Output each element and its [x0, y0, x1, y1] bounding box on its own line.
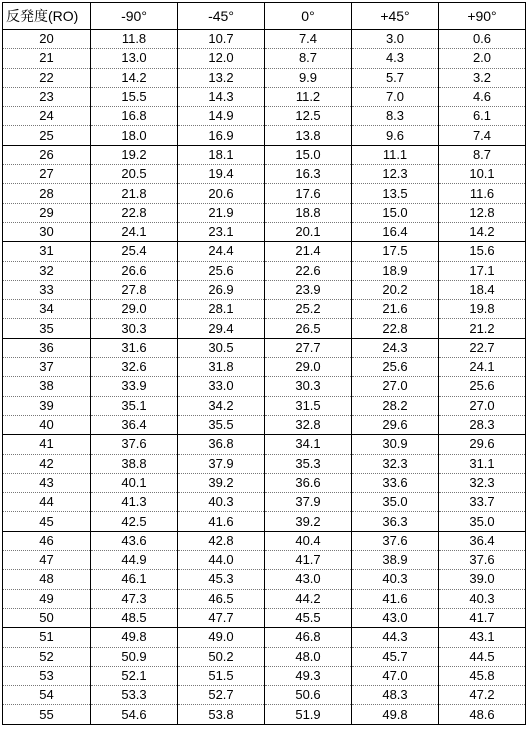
cell-angle-plus-45: 11.1 — [352, 145, 439, 164]
table-row — [3, 415, 526, 434]
cell-angle-plus-45: 40.3 — [352, 570, 439, 589]
table-row — [3, 608, 526, 627]
cell-angle-minus-45: 23.1 — [178, 222, 265, 241]
table-row — [3, 396, 526, 415]
cell-angle-0: 48.0 — [265, 647, 352, 666]
cell-angle-minus-90: 14.2 — [91, 68, 178, 87]
cell-angle-0: 37.9 — [265, 493, 352, 512]
cell-angle-minus-90: 42.5 — [91, 512, 178, 531]
cell-angle-plus-45: 20.2 — [352, 280, 439, 299]
table-row — [3, 647, 526, 666]
cell-angle-minus-45: 40.3 — [178, 493, 265, 512]
cell-rebound-value: 33 — [3, 280, 91, 299]
cell-angle-0: 18.8 — [265, 203, 352, 222]
cell-rebound-value: 41 — [3, 435, 91, 454]
cell-angle-0: 9.9 — [265, 68, 352, 87]
cell-angle-minus-90: 52.1 — [91, 666, 178, 685]
table-row — [3, 30, 526, 49]
cell-rebound-value: 25 — [3, 126, 91, 145]
cell-rebound-value: 35 — [3, 319, 91, 338]
cell-angle-minus-90: 21.8 — [91, 184, 178, 203]
cell-angle-0: 20.1 — [265, 222, 352, 241]
table-row — [3, 551, 526, 570]
cell-angle-plus-90: 29.6 — [439, 435, 526, 454]
cell-angle-plus-45: 43.0 — [352, 608, 439, 627]
cell-rebound-value: 49 — [3, 589, 91, 608]
cell-angle-plus-45: 47.0 — [352, 666, 439, 685]
cell-angle-minus-45: 44.0 — [178, 551, 265, 570]
cell-angle-plus-45: 49.8 — [352, 705, 439, 724]
table-row — [3, 222, 526, 241]
cell-angle-minus-45: 29.4 — [178, 319, 265, 338]
cell-angle-plus-90: 33.7 — [439, 493, 526, 512]
cell-angle-minus-45: 30.5 — [178, 338, 265, 357]
cell-angle-plus-45: 36.3 — [352, 512, 439, 531]
header-rebound-value: 反発度(RO) — [3, 3, 91, 30]
cell-rebound-value: 24 — [3, 107, 91, 126]
cell-angle-plus-45: 44.3 — [352, 628, 439, 647]
cell-rebound-value: 53 — [3, 666, 91, 685]
cell-angle-plus-90: 39.0 — [439, 570, 526, 589]
cell-angle-minus-45: 53.8 — [178, 705, 265, 724]
cell-angle-plus-90: 17.1 — [439, 261, 526, 280]
cell-angle-minus-90: 20.5 — [91, 165, 178, 184]
header-row — [3, 3, 526, 30]
cell-angle-0: 7.4 — [265, 30, 352, 49]
cell-angle-plus-45: 13.5 — [352, 184, 439, 203]
cell-angle-minus-90: 53.3 — [91, 686, 178, 705]
cell-angle-0: 34.1 — [265, 435, 352, 454]
cell-angle-minus-90: 25.4 — [91, 242, 178, 261]
table-row — [3, 628, 526, 647]
cell-angle-minus-45: 19.4 — [178, 165, 265, 184]
cell-angle-plus-45: 8.3 — [352, 107, 439, 126]
table-row — [3, 126, 526, 145]
cell-angle-plus-45: 4.3 — [352, 49, 439, 68]
cell-angle-plus-45: 28.2 — [352, 396, 439, 415]
cell-angle-minus-90: 24.1 — [91, 222, 178, 241]
cell-angle-minus-45: 12.0 — [178, 49, 265, 68]
cell-angle-plus-90: 24.1 — [439, 358, 526, 377]
cell-angle-minus-45: 18.1 — [178, 145, 265, 164]
table-row — [3, 512, 526, 531]
cell-angle-minus-90: 50.9 — [91, 647, 178, 666]
cell-angle-minus-45: 47.7 — [178, 608, 265, 627]
table-row — [3, 705, 526, 724]
table-row — [3, 589, 526, 608]
cell-angle-0: 40.4 — [265, 531, 352, 550]
cell-angle-minus-45: 42.8 — [178, 531, 265, 550]
cell-rebound-value: 44 — [3, 493, 91, 512]
cell-angle-plus-90: 0.6 — [439, 30, 526, 49]
table-row — [3, 280, 526, 299]
cell-angle-minus-90: 41.3 — [91, 493, 178, 512]
cell-angle-0: 21.4 — [265, 242, 352, 261]
cell-angle-plus-45: 22.8 — [352, 319, 439, 338]
cell-angle-plus-45: 27.0 — [352, 377, 439, 396]
table-header — [3, 3, 526, 30]
cell-angle-minus-90: 37.6 — [91, 435, 178, 454]
cell-angle-minus-45: 51.5 — [178, 666, 265, 685]
cell-angle-plus-90: 25.6 — [439, 377, 526, 396]
cell-angle-plus-45: 35.0 — [352, 493, 439, 512]
cell-angle-plus-90: 48.6 — [439, 705, 526, 724]
table-row — [3, 435, 526, 454]
cell-angle-0: 26.5 — [265, 319, 352, 338]
cell-angle-minus-90: 30.3 — [91, 319, 178, 338]
cell-angle-0: 31.5 — [265, 396, 352, 415]
cell-angle-plus-90: 21.2 — [439, 319, 526, 338]
cell-angle-plus-90: 27.0 — [439, 396, 526, 415]
cell-angle-0: 13.8 — [265, 126, 352, 145]
cell-angle-minus-45: 33.0 — [178, 377, 265, 396]
cell-angle-minus-45: 28.1 — [178, 300, 265, 319]
cell-angle-minus-45: 45.3 — [178, 570, 265, 589]
header-angle-plus-90: +90° — [439, 3, 526, 30]
table-row — [3, 261, 526, 280]
cell-angle-minus-45: 37.9 — [178, 454, 265, 473]
cell-rebound-value: 36 — [3, 338, 91, 357]
cell-angle-minus-45: 25.6 — [178, 261, 265, 280]
cell-angle-plus-90: 11.6 — [439, 184, 526, 203]
table-row — [3, 686, 526, 705]
cell-rebound-value: 32 — [3, 261, 91, 280]
cell-angle-plus-90: 19.8 — [439, 300, 526, 319]
cell-angle-0: 43.0 — [265, 570, 352, 589]
cell-angle-minus-45: 49.0 — [178, 628, 265, 647]
cell-angle-plus-45: 41.6 — [352, 589, 439, 608]
cell-rebound-value: 20 — [3, 30, 91, 49]
cell-angle-minus-45: 52.7 — [178, 686, 265, 705]
cell-angle-minus-45: 13.2 — [178, 68, 265, 87]
table-row — [3, 377, 526, 396]
cell-rebound-value: 43 — [3, 473, 91, 492]
table-row — [3, 570, 526, 589]
cell-angle-plus-45: 48.3 — [352, 686, 439, 705]
cell-angle-plus-90: 40.3 — [439, 589, 526, 608]
cell-angle-0: 41.7 — [265, 551, 352, 570]
cell-angle-plus-45: 17.5 — [352, 242, 439, 261]
cell-angle-plus-90: 7.4 — [439, 126, 526, 145]
cell-rebound-value: 55 — [3, 705, 91, 724]
cell-angle-plus-90: 14.2 — [439, 222, 526, 241]
cell-rebound-value: 21 — [3, 49, 91, 68]
cell-angle-plus-45: 18.9 — [352, 261, 439, 280]
cell-angle-plus-45: 45.7 — [352, 647, 439, 666]
table-row — [3, 184, 526, 203]
cell-angle-minus-90: 49.8 — [91, 628, 178, 647]
cell-angle-plus-90: 45.8 — [439, 666, 526, 685]
cell-angle-plus-45: 16.4 — [352, 222, 439, 241]
cell-angle-0: 17.6 — [265, 184, 352, 203]
cell-angle-plus-90: 15.6 — [439, 242, 526, 261]
cell-angle-minus-45: 14.9 — [178, 107, 265, 126]
cell-angle-plus-45: 5.7 — [352, 68, 439, 87]
cell-angle-minus-90: 38.8 — [91, 454, 178, 473]
cell-angle-0: 29.0 — [265, 358, 352, 377]
cell-angle-plus-45: 21.6 — [352, 300, 439, 319]
table-row — [3, 666, 526, 685]
cell-angle-plus-45: 15.0 — [352, 203, 439, 222]
table-row — [3, 203, 526, 222]
cell-angle-plus-90: 4.6 — [439, 87, 526, 106]
cell-rebound-value: 51 — [3, 628, 91, 647]
table-row — [3, 319, 526, 338]
cell-angle-minus-90: 44.9 — [91, 551, 178, 570]
cell-angle-plus-45: 9.6 — [352, 126, 439, 145]
cell-angle-minus-45: 21.9 — [178, 203, 265, 222]
cell-angle-0: 25.2 — [265, 300, 352, 319]
cell-angle-plus-90: 43.1 — [439, 628, 526, 647]
cell-angle-minus-90: 48.5 — [91, 608, 178, 627]
cell-rebound-value: 42 — [3, 454, 91, 473]
cell-angle-0: 32.8 — [265, 415, 352, 434]
cell-angle-minus-90: 40.1 — [91, 473, 178, 492]
cell-angle-minus-45: 26.9 — [178, 280, 265, 299]
cell-angle-minus-45: 34.2 — [178, 396, 265, 415]
cell-angle-0: 46.8 — [265, 628, 352, 647]
cell-rebound-value: 34 — [3, 300, 91, 319]
cell-angle-plus-90: 41.7 — [439, 608, 526, 627]
cell-angle-minus-90: 29.0 — [91, 300, 178, 319]
table-row — [3, 49, 526, 68]
rebound-conversion-table — [2, 2, 526, 725]
cell-angle-plus-45: 37.6 — [352, 531, 439, 550]
cell-angle-0: 30.3 — [265, 377, 352, 396]
cell-rebound-value: 26 — [3, 145, 91, 164]
rebound-conversion-table-container — [2, 2, 525, 725]
cell-rebound-value: 39 — [3, 396, 91, 415]
table-row — [3, 338, 526, 357]
table-row — [3, 242, 526, 261]
cell-rebound-value: 31 — [3, 242, 91, 261]
cell-rebound-value: 47 — [3, 551, 91, 570]
cell-angle-0: 49.3 — [265, 666, 352, 685]
cell-angle-plus-90: 31.1 — [439, 454, 526, 473]
cell-rebound-value: 38 — [3, 377, 91, 396]
table-row — [3, 165, 526, 184]
cell-angle-plus-90: 28.3 — [439, 415, 526, 434]
cell-angle-plus-90: 22.7 — [439, 338, 526, 357]
cell-rebound-value: 52 — [3, 647, 91, 666]
cell-angle-minus-90: 47.3 — [91, 589, 178, 608]
cell-angle-minus-90: 46.1 — [91, 570, 178, 589]
cell-angle-0: 11.2 — [265, 87, 352, 106]
header-angle-minus-90: -90° — [91, 3, 178, 30]
cell-rebound-value: 50 — [3, 608, 91, 627]
cell-angle-minus-45: 39.2 — [178, 473, 265, 492]
cell-angle-plus-90: 3.2 — [439, 68, 526, 87]
cell-angle-plus-90: 2.0 — [439, 49, 526, 68]
cell-angle-minus-90: 31.6 — [91, 338, 178, 357]
cell-angle-minus-90: 16.8 — [91, 107, 178, 126]
header-angle-0: 0° — [265, 3, 352, 30]
cell-angle-plus-45: 32.3 — [352, 454, 439, 473]
cell-angle-0: 35.3 — [265, 454, 352, 473]
cell-rebound-value: 28 — [3, 184, 91, 203]
cell-angle-0: 36.6 — [265, 473, 352, 492]
cell-angle-minus-45: 41.6 — [178, 512, 265, 531]
cell-angle-minus-90: 11.8 — [91, 30, 178, 49]
cell-angle-minus-90: 15.5 — [91, 87, 178, 106]
cell-angle-plus-45: 29.6 — [352, 415, 439, 434]
cell-angle-0: 16.3 — [265, 165, 352, 184]
cell-angle-plus-90: 47.2 — [439, 686, 526, 705]
cell-angle-minus-45: 24.4 — [178, 242, 265, 261]
cell-angle-plus-90: 32.3 — [439, 473, 526, 492]
cell-angle-minus-90: 36.4 — [91, 415, 178, 434]
cell-angle-plus-90: 36.4 — [439, 531, 526, 550]
cell-angle-plus-90: 35.0 — [439, 512, 526, 531]
cell-angle-minus-45: 20.6 — [178, 184, 265, 203]
table-row — [3, 358, 526, 377]
table-body — [3, 30, 526, 725]
cell-angle-plus-45: 7.0 — [352, 87, 439, 106]
cell-angle-minus-90: 18.0 — [91, 126, 178, 145]
cell-rebound-value: 30 — [3, 222, 91, 241]
cell-angle-plus-90: 8.7 — [439, 145, 526, 164]
cell-angle-0: 50.6 — [265, 686, 352, 705]
cell-rebound-value: 46 — [3, 531, 91, 550]
cell-angle-minus-45: 35.5 — [178, 415, 265, 434]
cell-angle-plus-90: 37.6 — [439, 551, 526, 570]
cell-angle-minus-90: 33.9 — [91, 377, 178, 396]
cell-angle-minus-45: 31.8 — [178, 358, 265, 377]
cell-angle-plus-90: 18.4 — [439, 280, 526, 299]
table-row — [3, 531, 526, 550]
cell-rebound-value: 48 — [3, 570, 91, 589]
cell-rebound-value: 27 — [3, 165, 91, 184]
cell-angle-minus-45: 16.9 — [178, 126, 265, 145]
table-row — [3, 68, 526, 87]
table-row — [3, 107, 526, 126]
cell-angle-0: 12.5 — [265, 107, 352, 126]
cell-angle-plus-45: 30.9 — [352, 435, 439, 454]
cell-angle-plus-45: 12.3 — [352, 165, 439, 184]
cell-angle-0: 15.0 — [265, 145, 352, 164]
cell-angle-minus-90: 32.6 — [91, 358, 178, 377]
table-row — [3, 473, 526, 492]
cell-angle-0: 22.6 — [265, 261, 352, 280]
cell-angle-0: 44.2 — [265, 589, 352, 608]
cell-angle-0: 51.9 — [265, 705, 352, 724]
cell-angle-0: 23.9 — [265, 280, 352, 299]
header-angle-minus-45: -45° — [178, 3, 265, 30]
cell-rebound-value: 22 — [3, 68, 91, 87]
cell-angle-minus-90: 27.8 — [91, 280, 178, 299]
cell-angle-plus-45: 24.3 — [352, 338, 439, 357]
cell-rebound-value: 37 — [3, 358, 91, 377]
cell-rebound-value: 54 — [3, 686, 91, 705]
cell-angle-minus-45: 46.5 — [178, 589, 265, 608]
cell-angle-plus-45: 3.0 — [352, 30, 439, 49]
cell-angle-minus-90: 13.0 — [91, 49, 178, 68]
cell-angle-0: 45.5 — [265, 608, 352, 627]
cell-angle-minus-45: 14.3 — [178, 87, 265, 106]
cell-angle-minus-90: 54.6 — [91, 705, 178, 724]
cell-angle-plus-45: 25.6 — [352, 358, 439, 377]
cell-angle-minus-45: 10.7 — [178, 30, 265, 49]
cell-angle-minus-90: 43.6 — [91, 531, 178, 550]
table-row — [3, 87, 526, 106]
cell-angle-minus-90: 26.6 — [91, 261, 178, 280]
table-row — [3, 300, 526, 319]
cell-angle-plus-90: 44.5 — [439, 647, 526, 666]
cell-angle-minus-90: 35.1 — [91, 396, 178, 415]
cell-angle-minus-90: 22.8 — [91, 203, 178, 222]
cell-rebound-value: 40 — [3, 415, 91, 434]
table-row — [3, 454, 526, 473]
cell-angle-plus-45: 33.6 — [352, 473, 439, 492]
cell-angle-minus-90: 19.2 — [91, 145, 178, 164]
cell-angle-plus-90: 10.1 — [439, 165, 526, 184]
cell-angle-minus-45: 50.2 — [178, 647, 265, 666]
table-row — [3, 145, 526, 164]
table-row — [3, 493, 526, 512]
cell-angle-0: 27.7 — [265, 338, 352, 357]
cell-rebound-value: 23 — [3, 87, 91, 106]
cell-angle-0: 39.2 — [265, 512, 352, 531]
cell-angle-minus-45: 36.8 — [178, 435, 265, 454]
cell-angle-plus-90: 12.8 — [439, 203, 526, 222]
cell-angle-plus-90: 6.1 — [439, 107, 526, 126]
cell-rebound-value: 29 — [3, 203, 91, 222]
cell-angle-plus-45: 38.9 — [352, 551, 439, 570]
cell-angle-0: 8.7 — [265, 49, 352, 68]
header-angle-plus-45: +45° — [352, 3, 439, 30]
cell-rebound-value: 45 — [3, 512, 91, 531]
